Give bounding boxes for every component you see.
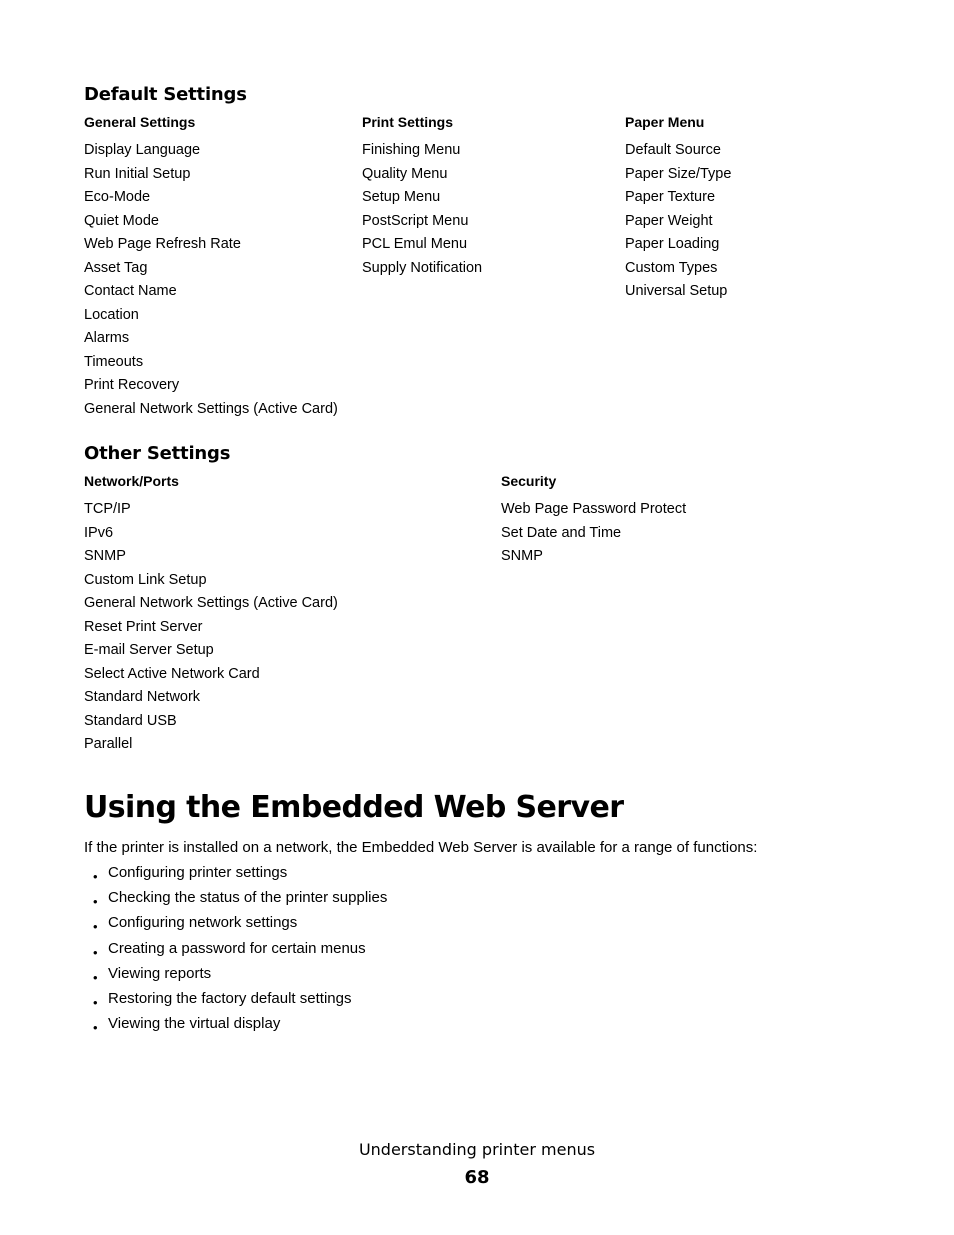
list-item: Paper Size/Type [625, 165, 732, 182]
list-item: Quiet Mode [84, 212, 159, 229]
list-item: Alarms [84, 330, 130, 346]
bullet-text: Configuring printer settings [108, 864, 288, 881]
bullet-text: Creating a password for certain menus [108, 939, 366, 957]
intro-paragraph: If the printer is installed on a network, the Embedded Web Server is available for a range of functions: [84, 839, 758, 856]
list-item: TCP/IP [84, 501, 131, 517]
list-item: Timeouts [84, 353, 144, 370]
list-item: Setup Menu [362, 189, 441, 205]
list-item: Quality Menu [362, 165, 448, 182]
list-item: Location [84, 306, 139, 323]
list-item: Run Initial Setup [84, 165, 191, 182]
other-settings-heading: Other Settings [84, 443, 231, 464]
bullet-icon: • [93, 919, 98, 935]
list-item: SNMP [84, 548, 126, 564]
footer-section-title: Understanding printer menus [358, 1140, 596, 1159]
list-item: Universal Setup [625, 283, 728, 299]
general-settings-heading: General Settings [84, 114, 196, 130]
list-item: Custom Types [625, 259, 718, 276]
list-item [84, 990, 387, 1015]
list-item: Custom Link Setup [84, 571, 207, 588]
print-settings-heading: Print Settings [362, 114, 454, 130]
list-item: Standard USB [84, 712, 177, 729]
bullet-text: Checking the status of the printer supplies [108, 889, 388, 907]
list-item: Finishing Menu [362, 142, 461, 158]
security-list [501, 500, 686, 571]
list-item [84, 965, 387, 990]
bullet-icon: • [93, 969, 98, 985]
bullet-text: Restoring the factory default settings [108, 989, 352, 1007]
list-item: Asset Tag [84, 259, 148, 276]
list-item: IPv6 [84, 524, 114, 541]
list-item: PostScript Menu [362, 212, 469, 229]
list-item [84, 914, 387, 939]
print-settings-list [362, 141, 482, 282]
list-item: Paper Weight [625, 212, 713, 229]
list-item: PCL Emul Menu [362, 236, 468, 252]
list-item: Reset Print Server [84, 618, 203, 635]
functions-list [84, 864, 387, 1040]
network-ports-heading: Network/Ports [84, 473, 179, 489]
paper-menu-list [625, 141, 731, 306]
list-item [84, 864, 387, 889]
list-item: Parallel [84, 736, 133, 752]
security-heading: Security [501, 473, 557, 489]
paper-menu-heading: Paper Menu [625, 114, 705, 130]
bullet-icon: • [93, 1020, 98, 1036]
list-item: General Network Settings (Active Card) [84, 400, 338, 417]
page-number: 68 [464, 1167, 490, 1188]
bullet-text: Configuring network settings [108, 914, 298, 932]
list-item: Select Active Network Card [84, 665, 260, 682]
list-item: Set Date and Time [501, 524, 622, 541]
list-item: Web Page Password Protect [501, 501, 687, 517]
general-settings-list [84, 141, 338, 423]
bullet-icon: • [93, 994, 98, 1010]
list-item: SNMP [501, 548, 543, 564]
list-item: E-mail Server Setup [84, 642, 214, 658]
default-settings-heading: Default Settings [84, 84, 247, 105]
list-item: Display Language [84, 142, 201, 158]
list-item: Default Source [625, 142, 721, 158]
list-item [84, 889, 387, 914]
list-item: Paper Texture [625, 189, 716, 205]
list-item [84, 940, 387, 965]
list-item: Standard Network [84, 689, 201, 705]
list-item: General Network Settings (Active Card) [84, 595, 338, 611]
bullet-text: Viewing reports [108, 964, 212, 982]
page-title: Using the Embedded Web Server [84, 790, 624, 825]
bullet-icon: • [93, 894, 98, 910]
list-item: Supply Notification [362, 259, 483, 276]
list-item: Eco-Mode [84, 189, 151, 205]
bullet-text: Viewing the virtual display [108, 1015, 281, 1033]
bullet-icon: • [93, 944, 98, 960]
network-ports-list [84, 500, 338, 759]
list-item: Contact Name [84, 283, 177, 299]
bullet-icon: • [93, 869, 98, 884]
list-item [84, 1015, 387, 1040]
list-item: Web Page Refresh Rate [84, 236, 241, 252]
list-item: Paper Loading [625, 236, 720, 252]
list-item: Print Recovery [84, 377, 180, 393]
